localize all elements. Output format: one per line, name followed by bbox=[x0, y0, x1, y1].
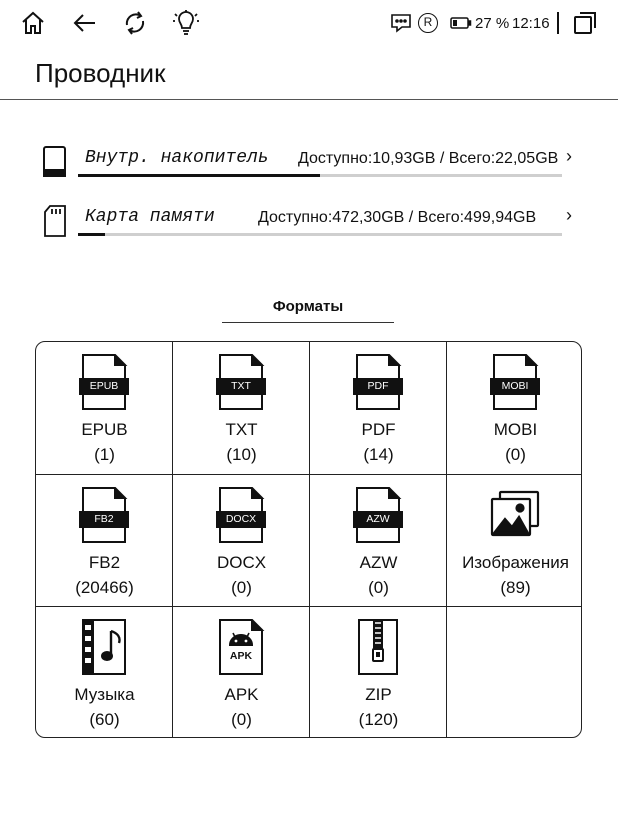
format-zip[interactable] bbox=[310, 607, 447, 738]
format-label: APK bbox=[224, 685, 259, 704]
format-tag: APK bbox=[229, 650, 253, 662]
refresh-icon[interactable] bbox=[120, 8, 150, 38]
format-label: Музыка bbox=[74, 685, 135, 704]
lightbulb-icon[interactable] bbox=[171, 8, 201, 38]
formats-grid bbox=[35, 341, 582, 738]
format-label: EPUB bbox=[81, 420, 128, 439]
format-count: (1) bbox=[94, 445, 115, 464]
storage-name: Внутр. накопитель bbox=[85, 148, 269, 168]
storage-internal[interactable] bbox=[42, 144, 582, 184]
storage-name: Карта памяти bbox=[85, 207, 215, 227]
recovery-badge-label: R bbox=[418, 13, 438, 33]
back-arrow-icon[interactable] bbox=[70, 8, 100, 38]
format-azw[interactable] bbox=[310, 475, 447, 607]
zip-file-icon bbox=[353, 619, 403, 675]
format-count: (20466) bbox=[75, 578, 134, 597]
format-count: (0) bbox=[368, 578, 389, 597]
format-pdf[interactable] bbox=[310, 342, 447, 474]
format-label: ZIP bbox=[365, 685, 392, 704]
format-label: DOCX bbox=[216, 553, 267, 572]
home-icon[interactable] bbox=[18, 8, 48, 38]
format-tag: AZW bbox=[353, 511, 403, 528]
title-divider bbox=[0, 99, 618, 100]
empty-grid-cell bbox=[447, 607, 582, 738]
format-label: FB2 bbox=[88, 553, 121, 572]
format-tag: MOBI bbox=[490, 378, 540, 395]
format-tag: TXT bbox=[216, 378, 266, 395]
format-count: (120) bbox=[358, 710, 399, 729]
tablet-icon bbox=[42, 146, 68, 178]
chevron-right-icon: › bbox=[566, 205, 572, 225]
format-label: AZW bbox=[359, 553, 398, 572]
format-count: (14) bbox=[363, 445, 394, 464]
clock bbox=[512, 10, 550, 36]
format-images[interactable] bbox=[447, 475, 582, 607]
format-count: (89) bbox=[500, 578, 531, 597]
music-file-icon bbox=[79, 619, 129, 675]
notification-area bbox=[390, 10, 412, 36]
format-tag: PDF bbox=[353, 378, 403, 395]
storage-info: Доступно:472,30GB / Всего:499,94GB bbox=[258, 209, 537, 226]
format-music[interactable] bbox=[36, 607, 173, 738]
sd-card-icon bbox=[42, 205, 68, 237]
recent-apps-icon[interactable] bbox=[570, 8, 600, 38]
format-fb2[interactable] bbox=[36, 475, 173, 607]
storage-sd-card[interactable] bbox=[42, 203, 582, 243]
status-divider bbox=[557, 12, 559, 34]
format-tag: EPUB bbox=[79, 378, 129, 395]
recovery-badge bbox=[418, 10, 438, 36]
battery-icon bbox=[450, 10, 472, 36]
format-mobi[interactable] bbox=[447, 342, 582, 474]
format-count: (10) bbox=[226, 445, 257, 464]
format-label: PDF bbox=[361, 420, 396, 439]
images-icon bbox=[490, 487, 540, 543]
message-icon[interactable] bbox=[390, 13, 412, 33]
storage-info: Доступно:10,93GB / Всего:22,05GB bbox=[298, 150, 559, 167]
format-count: (0) bbox=[231, 578, 252, 597]
storage-usage-bar bbox=[78, 233, 562, 236]
format-label: TXT bbox=[225, 420, 258, 439]
format-count: (0) bbox=[505, 445, 526, 464]
format-label: Изображения bbox=[462, 553, 569, 572]
apk-file-icon bbox=[216, 619, 266, 675]
format-label: MOBI bbox=[493, 420, 538, 439]
page-title: Проводник bbox=[35, 58, 166, 88]
format-epub[interactable] bbox=[36, 342, 173, 474]
storage-usage-fill bbox=[78, 174, 320, 177]
battery-percent bbox=[475, 10, 509, 36]
storage-usage-bar bbox=[78, 174, 562, 177]
format-count: (0) bbox=[231, 710, 252, 729]
formats-underline bbox=[222, 322, 394, 323]
chevron-right-icon: › bbox=[566, 146, 572, 166]
formats-heading: Форматы bbox=[272, 298, 344, 315]
format-count: (60) bbox=[89, 710, 120, 729]
format-txt[interactable] bbox=[173, 342, 310, 474]
format-apk[interactable] bbox=[173, 607, 310, 738]
storage-usage-fill bbox=[78, 233, 105, 236]
clock-label: 12:16 bbox=[512, 14, 550, 32]
format-docx[interactable] bbox=[173, 475, 310, 607]
battery-percent-label: 27 % bbox=[475, 14, 510, 32]
format-tag: DOCX bbox=[216, 511, 266, 528]
format-tag: FB2 bbox=[79, 511, 129, 528]
status-bar bbox=[0, 0, 618, 46]
